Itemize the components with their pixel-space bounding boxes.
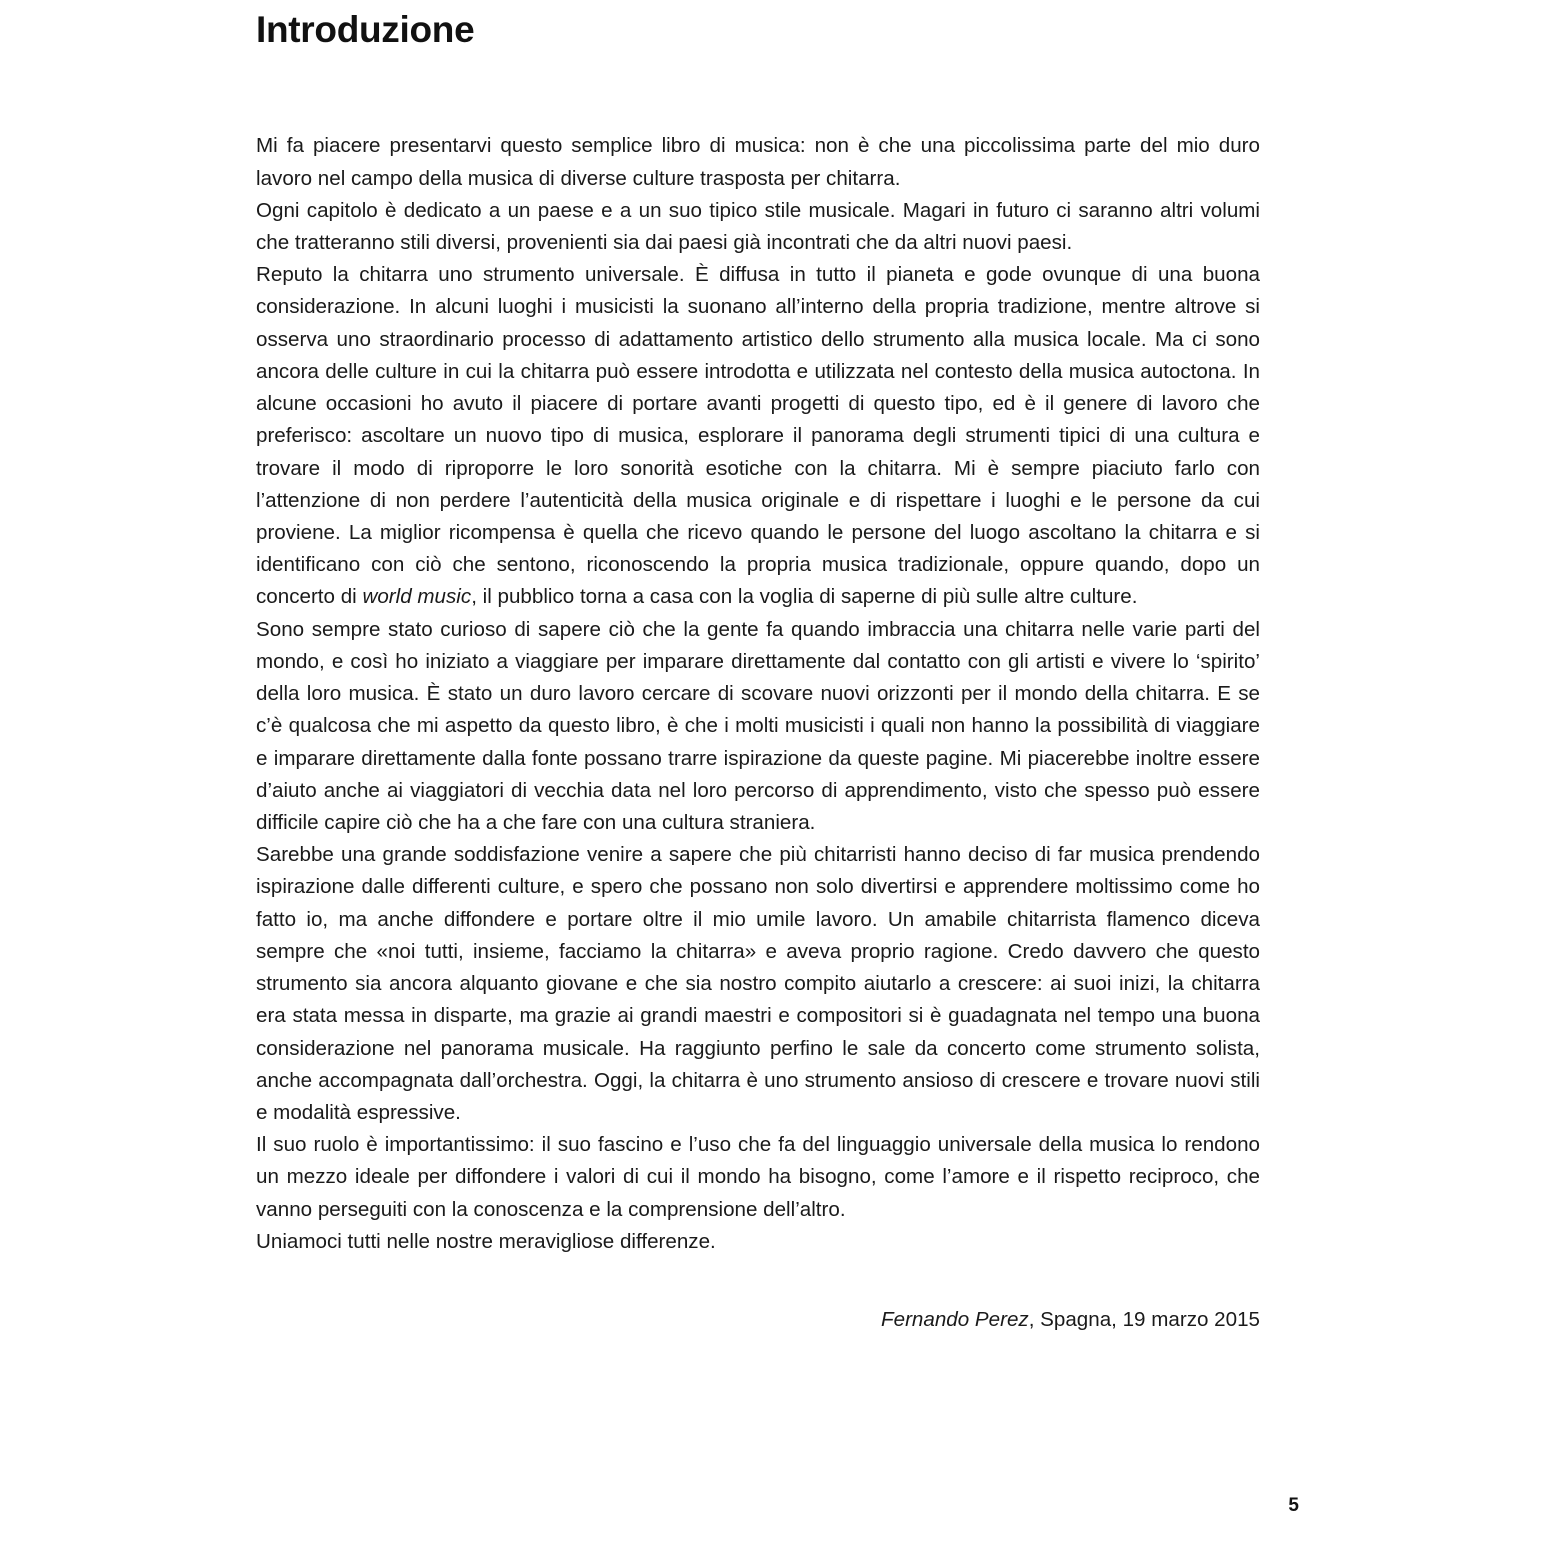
paragraph-7: Uniamoci tutti nelle nostre meravigliose differenze.: [256, 1229, 716, 1253]
page-content: [256, 0, 1260, 1336]
paragraph-6: Il suo ruolo è importantissimo: il suo fascino e l’uso che fa del linguaggio universale della musica lo rendono un mezzo ideale per diffondere i valori di cui il mondo ha bisogno, come l’amore e il rispetto reciproco, che vanno perseguiti con la conoscenza e la comprensione dell’altro.: [256, 1133, 1260, 1221]
paragraph-2: Ogni capitolo è dedicato a un paese e a un suo tipico stile musicale. Magari in futuro ci saranno altri volumi che tratteranno stili diversi, provenienti sia dai paesi già incontrati che da altri nuovi paesi.: [256, 198, 1260, 255]
body-text: [256, 130, 1260, 1258]
signature-author: Fernando Perez: [881, 1308, 1029, 1332]
page-title: Introduzione: [256, 9, 475, 50]
emphasis-world-music: world music: [362, 585, 472, 609]
signature-line: [256, 1304, 1260, 1336]
page-number: 5: [1288, 1495, 1299, 1516]
paragraph-4: Sono sempre stato curioso di sapere ciò che la gente fa quando imbraccia una chitarra nelle varie parti del mondo, e così ho iniziato a viaggiare per imparare direttamente dal contatto con gli artisti e vivere lo ‘spirito’ della loro musica. È stato un duro lavoro cercare di scovare nuovi orizzonti per il mondo della chitarra. E se c’è qualcosa che mi aspetto da questo libro, è che i molti musicisti i quali non hanno la possibilità di viaggiare e imparare direttamente dalla fonte possano trarre ispirazione da queste pagine. Mi piacerebbe inoltre essere d’aiuto anche ai viaggiatori di vecchia data nel loro percorso di apprendimento, visto che spesso può essere difficile capire ciò che ha a che fare con una cultura straniera.: [256, 617, 1260, 834]
signature-place-date: , Spagna, 19 marzo 2015: [1028, 1308, 1260, 1332]
paragraph-5: Sarebbe una grande soddisfazione venire a sapere che più chitarristi hanno deciso di far musica prendendo ispirazione dalle differenti culture, e spero che possano non solo divertirsi e apprendere moltissimo come ho fatto io, ma anche diffondere e portare oltre il mio umile lavoro. Un amabile chitarrista flamenco diceva sempre che «noi tutti, insieme, facciamo la chitarra» e aveva proprio ragione. Credo davvero che questo strumento sia ancora alquanto giovane e che sia nostro compito aiutarlo a crescere: ai suoi inizi, la chitarra era stata messa in disparte, ma grazie ai grandi maestri e compositori si è guadagnata nel tempo una buona considerazione nel panorama musicale. Ha raggiunto perfino le sale da concerto come strumento solista, anche accompagnata dall’orchestra. Oggi, la chitarra è uno strumento ansioso di crescere e trovare nuovi stili e modalità espressive.: [256, 843, 1260, 1124]
paragraph-1: Mi fa piacere presentarvi questo semplice libro di musica: non è che una piccolissima parte del mio duro lavoro nel campo della musica di diverse culture trasposta per chitarra.: [256, 134, 1260, 190]
paragraph-3: Reputo la chitarra uno strumento universale. È diffusa in tutto il pianeta e gode ovunque di una buona considerazione. In alcuni luoghi i musicisti la suonano all’interno della propria tradizione, mentre altrove si osserva uno straordinario processo di adattamento artistico dello strumento alla musica locale. Ma ci sono ancora delle culture in cui la chitarra può essere introdotta e utilizzata nel contesto della musica autoctona. In alcune occasioni ho avuto il piacere di portare avanti progetti di questo tipo, ed è il genere di lavoro che preferisco: ascoltare un nuovo tipo di musica, esplorare il panorama degli strumenti tipici di una cultura e trovare il modo di riproporre le loro sonorità esotiche con la chitarra. Mi è sempre piaciuto farlo con l’attenzione di non perdere l’autenticità della musica originale e di rispettare i luoghi e le persone da cui proviene. La miglior ricompensa è quella che ricevo quando le persone del luogo ascoltano la chitarra e si identificano con ciò che sentono, riconoscendo la propria musica tradizionale, oppure quando, dopo un concerto di world music, il pubblico torna a casa con la voglia di saperne di più sulle altre culture.: [256, 263, 1260, 609]
